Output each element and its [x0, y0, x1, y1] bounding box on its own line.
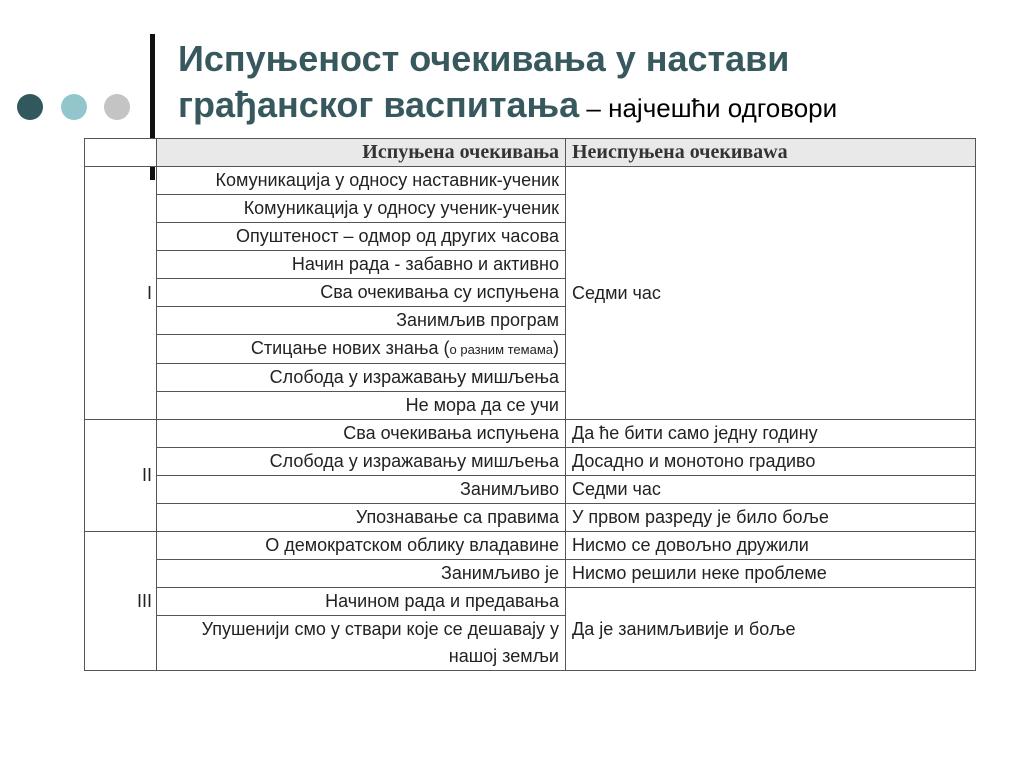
- table-row: [85, 448, 976, 476]
- fulfilled-cell: Сва очекивања су испуњена: [157, 279, 566, 307]
- table-row: [85, 588, 976, 616]
- group-label: III: [85, 532, 157, 671]
- table-row: [85, 476, 976, 504]
- fulfilled-cell: Опуштеност – одмор од других часова: [157, 223, 566, 251]
- fulfilled-cell: Упознавање са правима: [157, 504, 566, 532]
- fulfilled-cell: Упушенији смо у ствари које се дешавају у нашој земљи: [157, 616, 566, 671]
- fulfilled-cell: Слобода у изражавању мишљења: [157, 448, 566, 476]
- header-unfulfilled: Неиспуњена очекиваwа: [566, 139, 976, 167]
- fulfilled-cell: Занимљиво: [157, 476, 566, 504]
- unfulfilled-cell: У првом разреду је било боље: [566, 504, 976, 532]
- fulfilled-cell: Комуникација у односу ученик-ученик: [157, 195, 566, 223]
- fulfilled-cell: Слобода у изражавању мишљења: [157, 364, 566, 392]
- fulfilled-cell: [157, 335, 566, 364]
- fulfilled-cell: Начин рада - забавно и активно: [157, 251, 566, 279]
- slide-title: [178, 36, 837, 131]
- group-label: I: [85, 167, 157, 420]
- decor-dot-grey: [104, 94, 130, 120]
- unfulfilled-cell: Нисмо решили неке проблеме: [566, 560, 976, 588]
- table-row: [85, 420, 976, 448]
- slide-title-suffix: – најчешћи одговори: [579, 93, 838, 123]
- note-open: (: [438, 338, 450, 358]
- table-header-row: [85, 139, 976, 167]
- unfulfilled-cell: Седми час: [566, 476, 976, 504]
- unfulfilled-cell: Досадно и монотоно градиво: [566, 448, 976, 476]
- fulfilled-cell-text: Стицање нових знања: [250, 338, 439, 358]
- fulfilled-cell: Занимљив програм: [157, 307, 566, 335]
- table-row: [85, 504, 976, 532]
- fulfilled-cell: Занимљиво је: [157, 560, 566, 588]
- note-text: о разним темама: [449, 342, 553, 357]
- decor-dot-dark: [17, 94, 43, 120]
- decor-dot-light: [61, 94, 87, 120]
- fulfilled-cell: Не мора да се учи: [157, 392, 566, 420]
- note-close: ): [553, 338, 559, 358]
- header-corner: [85, 139, 157, 167]
- unfulfilled-cell: Да ће бити само једну годину: [566, 420, 976, 448]
- unfulfilled-cell: Нисмо се довољно дружили: [566, 532, 976, 560]
- fulfilled-cell: О демократском облику владавине: [157, 532, 566, 560]
- table-row: [85, 532, 976, 560]
- fulfilled-cell: Начином рада и предавања: [157, 588, 566, 616]
- slide-title-line1: Испуњеност очекивања у настави: [178, 38, 790, 79]
- expectations-table: [84, 138, 976, 671]
- unfulfilled-cell: Да је занимљивије и боље: [566, 588, 976, 671]
- group-label: II: [85, 420, 157, 532]
- fulfilled-cell: Комуникација у односу наставник-ученик: [157, 167, 566, 195]
- slide-title-line2: грађанског васпитања: [178, 84, 580, 125]
- unfulfilled-cell: Седми час: [566, 167, 976, 420]
- table-row: [85, 560, 976, 588]
- header-fulfilled: Испуњена очекивања: [157, 139, 566, 167]
- table-row: [85, 167, 976, 195]
- fulfilled-cell: Сва очекивања испуњена: [157, 420, 566, 448]
